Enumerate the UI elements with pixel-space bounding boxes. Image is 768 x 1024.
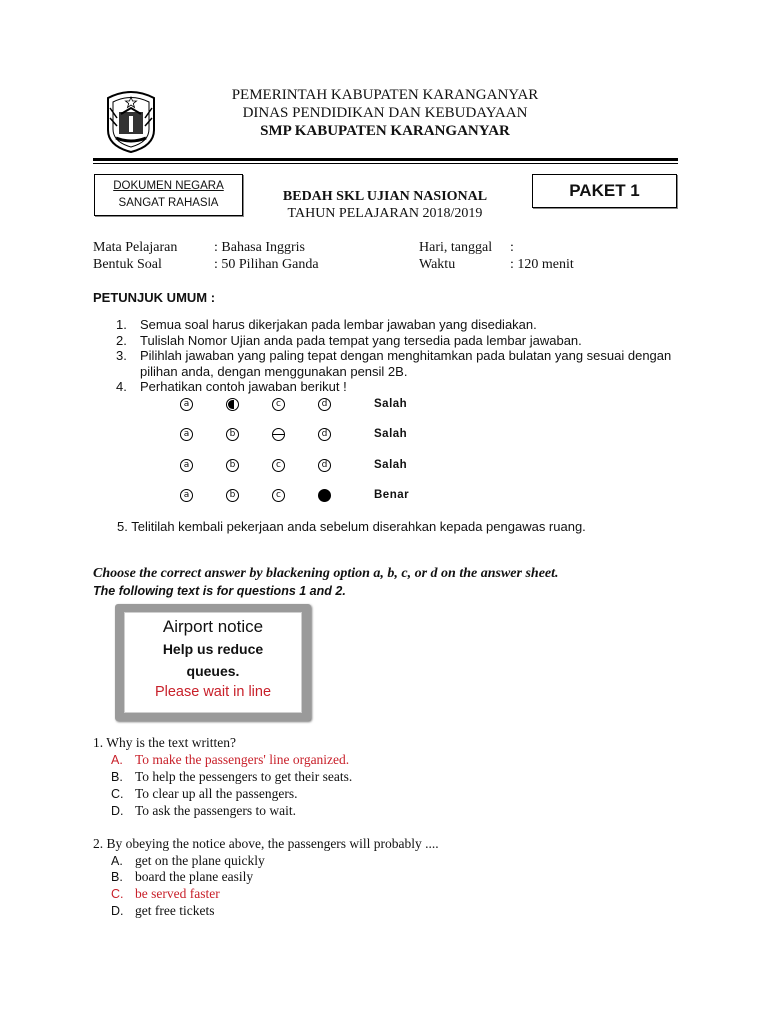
directions-following: The following text is for questions 1 and 2. [93, 584, 346, 598]
time-label: Waktu [419, 257, 456, 272]
instruction-item: 3. Pilihlah jawaban yang paling tepat dengan menghitamkan pada bulatan yang sesuai dengan pilihan anda, dengan menggunakan pensil 2B. [116, 348, 672, 379]
question-stem: 1. Why is the text written? [93, 735, 236, 750]
instruction-item: 2. Tulislah Nomor Ujian anda pada tempat yang tersedia pada lembar jawaban. [116, 332, 582, 348]
option-d: D. get free tickets [111, 903, 215, 918]
example-verdict: Salah [374, 428, 408, 440]
example-verdict: Salah [374, 398, 408, 410]
time-value: : 120 menit [510, 257, 574, 272]
notice-title: Airport notice [162, 617, 264, 636]
instruction-item-5: 5. Telitilah kembali pekerjaan anda sebelum diserahkan kepada pengawas ruang. [117, 519, 586, 534]
bubble-b-icon: b [226, 428, 239, 441]
airport-notice-frame [115, 604, 311, 721]
institution-header [180, 86, 590, 140]
bubble-d-icon: d [318, 459, 331, 472]
header-divider-thick [93, 158, 678, 161]
bubble-c-struck-icon [272, 428, 285, 441]
option-a-highlighted: A. To make the passengers' line organized. [111, 752, 350, 767]
bubble-b-icon: b [226, 459, 239, 472]
bubble-c-icon: c [272, 489, 285, 502]
classification-line2: SANGAT RAHASIA [118, 197, 219, 209]
option-c-highlighted: C. be served faster [111, 886, 220, 901]
notice-line1: Help us reduce [162, 641, 264, 657]
directions-choose: Choose the correct answer by blackening option a, b, c, or d on the answer sheet. [93, 566, 559, 581]
example-row-correct [180, 486, 409, 504]
bubble-b-icon: b [226, 489, 239, 502]
form-value: : 50 Pilihan Ganda [214, 257, 319, 272]
example-row-wrong-empty [180, 456, 407, 474]
notice-line3: Please wait in line [154, 684, 272, 700]
example-verdict: Salah [374, 459, 408, 471]
instruction-item: 1. Semua soal harus dikerjakan pada lembar jawaban yang disediakan. [116, 317, 537, 332]
paket-box: PAKET 1 [532, 174, 677, 208]
regency-crest-icon [104, 88, 158, 154]
exam-title-main: BEDAH SKL UJIAN NASIONAL [282, 189, 488, 204]
bubble-d-filled-icon [318, 489, 331, 502]
example-row-wrong-half [180, 395, 407, 413]
subject-label: Mata Pelajaran [93, 240, 178, 255]
date-value: : [510, 240, 514, 255]
header-divider-thin [93, 163, 678, 164]
option-a: A. get on the plane quickly [111, 853, 265, 868]
form-label: Bentuk Soal [93, 257, 162, 272]
exam-title-year: TAHUN PELAJARAN 2018/2019 [287, 206, 483, 221]
exam-title [250, 188, 520, 222]
question-stem: 2. By obeying the notice above, the passengers will probably .... [93, 836, 439, 851]
airport-notice [124, 612, 302, 713]
instructions-list [116, 317, 686, 395]
subject-value: : Bahasa Inggris [214, 240, 305, 255]
option-b: B. board the plane easily [111, 869, 254, 884]
bubble-d-icon: d [318, 428, 331, 441]
bubble-b-half-filled-icon [226, 398, 239, 411]
notice-line2: queues. [186, 663, 240, 679]
bubble-d-icon: d [318, 398, 331, 411]
header-school: SMP KABUPATEN KARANGANYAR [260, 123, 510, 139]
header-government: PEMERINTAH KABUPATEN KARANGANYAR [231, 87, 539, 103]
example-row-wrong-strike [180, 425, 407, 443]
option-b: B. To help the pessengers to get their seats. [111, 769, 353, 784]
instructions-heading: PETUNJUK UMUM : [93, 290, 216, 305]
classification-box [94, 174, 243, 216]
example-verdict: Benar [374, 489, 410, 501]
bubble-a-icon: a [180, 398, 193, 411]
bubble-a-icon: a [180, 428, 193, 441]
option-c: C. To clear up all the passengers. [111, 786, 298, 801]
bubble-a-icon: a [180, 489, 193, 502]
instruction-item: 4. Perhatikan contoh jawaban berikut ! [116, 379, 347, 394]
classification-line1: DOKUMEN NEGARA [113, 180, 224, 192]
bubble-c-icon: c [272, 459, 285, 472]
bubble-a-icon: a [180, 459, 193, 472]
date-label: Hari, tanggal [419, 240, 493, 255]
header-department: DINAS PENDIDIKAN DAN KEBUDAYAAN [242, 105, 528, 121]
bubble-c-icon: c [272, 398, 285, 411]
option-d: D. To ask the passengers to wait. [111, 803, 297, 818]
